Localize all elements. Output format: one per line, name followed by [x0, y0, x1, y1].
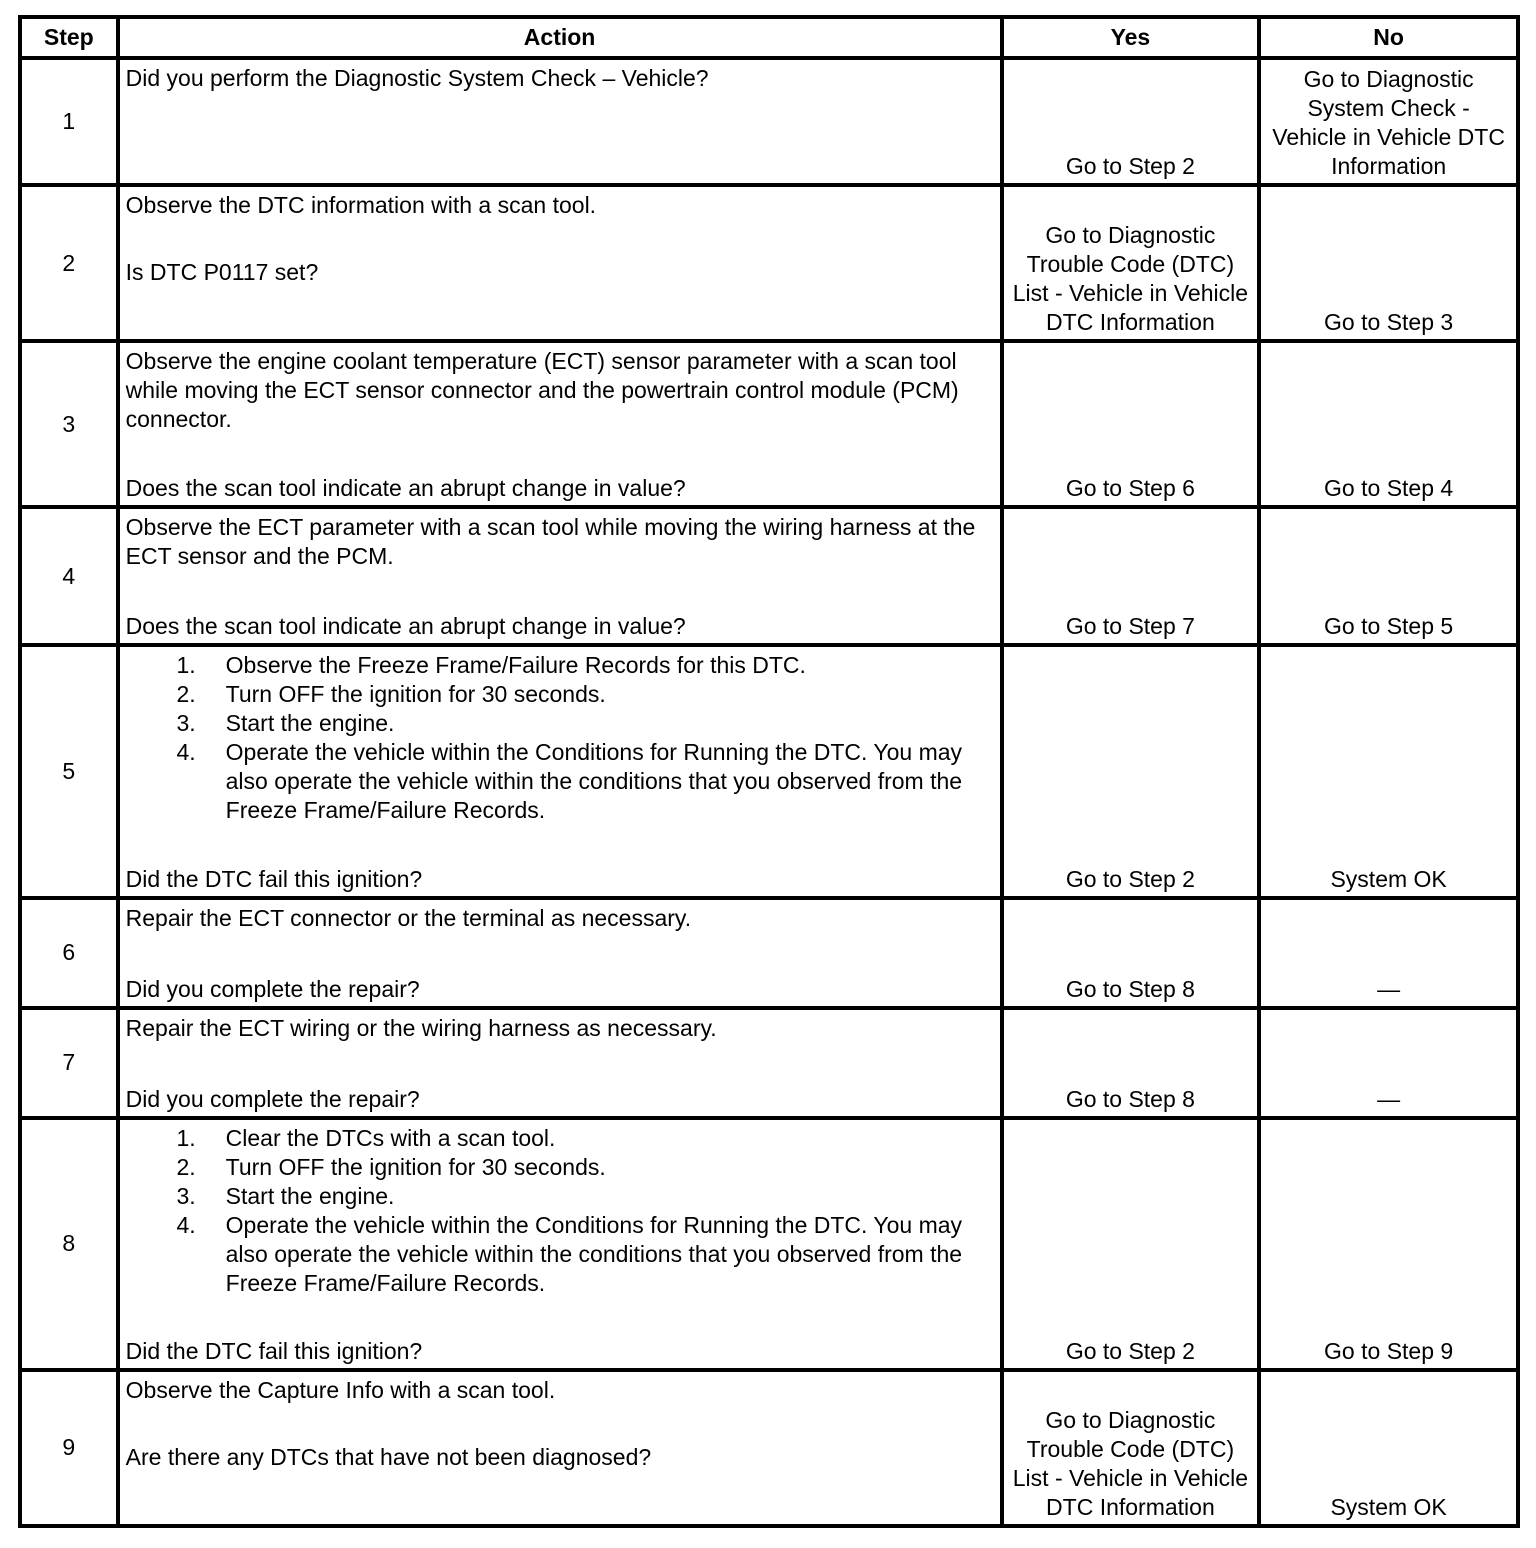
action-question: Does the scan tool indicate an abrupt change in value? — [125, 475, 686, 502]
table-row — [20, 58, 1518, 185]
yes-result: Go to Diagnostic Trouble Code (DTC) List - Vehicle in Vehicle DTC Information — [1012, 1407, 1249, 1520]
yes-cell — [1002, 341, 1260, 507]
list-item-number: 3. — [176, 710, 196, 737]
list-item-text: Turn OFF the ignition for 30 seconds. — [225, 681, 606, 708]
yes-result: Go to Step 2 — [1065, 153, 1195, 180]
list-item-number: 2. — [176, 681, 196, 708]
step-number: 9 — [20, 1370, 118, 1526]
step-number: 5 — [20, 645, 118, 897]
list-item-number: 1. — [176, 1124, 196, 1151]
list-item — [126, 738, 986, 825]
yes-result: Go to Step 7 — [1065, 613, 1195, 640]
list-item-number: 2. — [176, 1153, 196, 1180]
list-item — [126, 651, 986, 680]
table-row — [20, 1370, 1518, 1526]
list-item — [126, 1153, 986, 1182]
table-row — [20, 645, 1518, 897]
no-result: System OK — [1330, 1494, 1447, 1520]
action-cell — [118, 645, 1002, 897]
list-item-number: 1. — [176, 652, 196, 679]
no-result: Go to Diagnostic System Check - Vehicle in Vehicle DTC Information — [1272, 66, 1505, 180]
yes-cell — [1002, 507, 1260, 645]
list-item-text: Operate the vehicle within the Conditions for Running the DTC. You may also operate the vehicle within the conditions that you observed from the Freeze Frame/Failure Records. — [225, 739, 963, 824]
yes-cell — [1002, 1370, 1260, 1526]
procedure-list — [126, 651, 986, 825]
step-number: 2 — [20, 185, 118, 341]
no-result: — — [1377, 1085, 1401, 1112]
action-cell — [118, 507, 1002, 645]
header-row — [20, 17, 1518, 58]
table-row — [20, 341, 1518, 507]
list-item-number: 4. — [176, 739, 196, 766]
yes-cell — [1002, 1008, 1260, 1118]
list-item-text: Start the engine. — [225, 710, 395, 737]
no-cell — [1259, 185, 1518, 341]
no-cell — [1259, 58, 1518, 185]
table-row — [20, 898, 1518, 1008]
action-question: Did the DTC fail this ignition? — [125, 865, 423, 892]
step-number: 1 — [20, 58, 118, 185]
no-cell — [1259, 898, 1518, 1008]
diagnostic-table — [18, 15, 1520, 1528]
yes-cell — [1002, 185, 1260, 341]
list-item-number: 3. — [176, 1182, 196, 1209]
action-cell — [118, 341, 1002, 507]
action-cell — [118, 1370, 1002, 1526]
yes-result: Go to Step 8 — [1065, 1085, 1195, 1112]
action-text: Repair the ECT connector or the terminal as necessary. — [125, 904, 692, 931]
no-result: Go to Step 9 — [1324, 1337, 1454, 1364]
yes-cell — [1002, 1118, 1260, 1370]
list-item-text: Observe the Freeze Frame/Failure Records for this DTC. — [225, 652, 806, 679]
table-row — [20, 1008, 1518, 1118]
list-item — [126, 680, 986, 709]
yes-result: Go to Step 6 — [1065, 475, 1195, 502]
no-cell — [1259, 1008, 1518, 1118]
yes-result: Go to Step 2 — [1065, 865, 1195, 892]
list-item — [126, 1211, 986, 1298]
list-item-number: 4. — [176, 1211, 196, 1238]
action-text: Repair the ECT wiring or the wiring harness as necessary. — [125, 1014, 717, 1041]
no-cell — [1259, 341, 1518, 507]
procedure-list — [126, 1124, 986, 1298]
list-item-text: Operate the vehicle within the Conditions for Running the DTC. You may also operate the vehicle within the conditions that you observed from the Freeze Frame/Failure Records. — [225, 1211, 963, 1296]
no-cell — [1259, 507, 1518, 645]
list-item — [126, 709, 986, 738]
no-result: — — [1377, 975, 1401, 1002]
yes-result: Go to Step 2 — [1065, 1337, 1195, 1364]
list-item-text: Start the engine. — [225, 1182, 395, 1209]
action-cell — [118, 1118, 1002, 1370]
action-question: Is DTC P0117 set? — [125, 259, 319, 286]
step-number: 4 — [20, 507, 118, 645]
action-text: Observe the engine coolant temperature (ECT) sensor parameter with a scan tool while moving the ECT sensor connector and the powertrain control module (PCM) connector. — [125, 348, 959, 433]
action-question: Did you complete the repair? — [125, 1085, 420, 1112]
action-text: Did you perform the Diagnostic System Check – Vehicle? — [125, 65, 709, 91]
action-question: Did the DTC fail this ignition? — [125, 1337, 423, 1364]
no-cell — [1259, 645, 1518, 897]
no-result: Go to Step 3 — [1324, 309, 1454, 336]
action-question: Are there any DTCs that have not been diagnosed? — [125, 1443, 652, 1470]
no-cell — [1259, 1118, 1518, 1370]
header-step: Step — [20, 17, 118, 58]
step-number: 6 — [20, 898, 118, 1008]
table-row — [20, 507, 1518, 645]
header-action: Action — [118, 17, 1002, 58]
action-text: Observe the DTC information with a scan tool. — [125, 192, 597, 219]
list-item-text: Turn OFF the ignition for 30 seconds. — [225, 1153, 606, 1180]
header-yes: Yes — [1002, 17, 1260, 58]
no-cell — [1259, 1370, 1518, 1526]
list-item-text: Clear the DTCs with a scan tool. — [225, 1124, 556, 1151]
step-number: 3 — [20, 341, 118, 507]
action-cell — [118, 898, 1002, 1008]
yes-cell — [1002, 898, 1260, 1008]
action-text: Observe the Capture Info with a scan tool. — [125, 1376, 556, 1403]
list-item — [126, 1124, 986, 1153]
action-cell — [118, 1008, 1002, 1118]
yes-cell — [1002, 645, 1260, 897]
action-cell — [118, 58, 1002, 185]
step-number: 8 — [20, 1118, 118, 1370]
header-no: No — [1259, 17, 1518, 58]
action-text: Observe the ECT parameter with a scan tool while moving the wiring harness at the ECT sensor and the PCM. — [125, 514, 976, 570]
yes-result: Go to Diagnostic Trouble Code (DTC) List - Vehicle in Vehicle DTC Information — [1012, 222, 1249, 336]
no-result: Go to Step 5 — [1324, 613, 1454, 640]
action-question: Does the scan tool indicate an abrupt change in value? — [125, 613, 686, 640]
table-row — [20, 185, 1518, 341]
action-question: Did you complete the repair? — [125, 975, 420, 1002]
yes-cell — [1002, 58, 1260, 185]
table-row — [20, 1118, 1518, 1370]
action-cell — [118, 185, 1002, 341]
step-number: 7 — [20, 1008, 118, 1118]
no-result: System OK — [1330, 865, 1447, 892]
list-item — [126, 1182, 986, 1211]
no-result: Go to Step 4 — [1324, 475, 1454, 502]
yes-result: Go to Step 8 — [1065, 975, 1195, 1002]
